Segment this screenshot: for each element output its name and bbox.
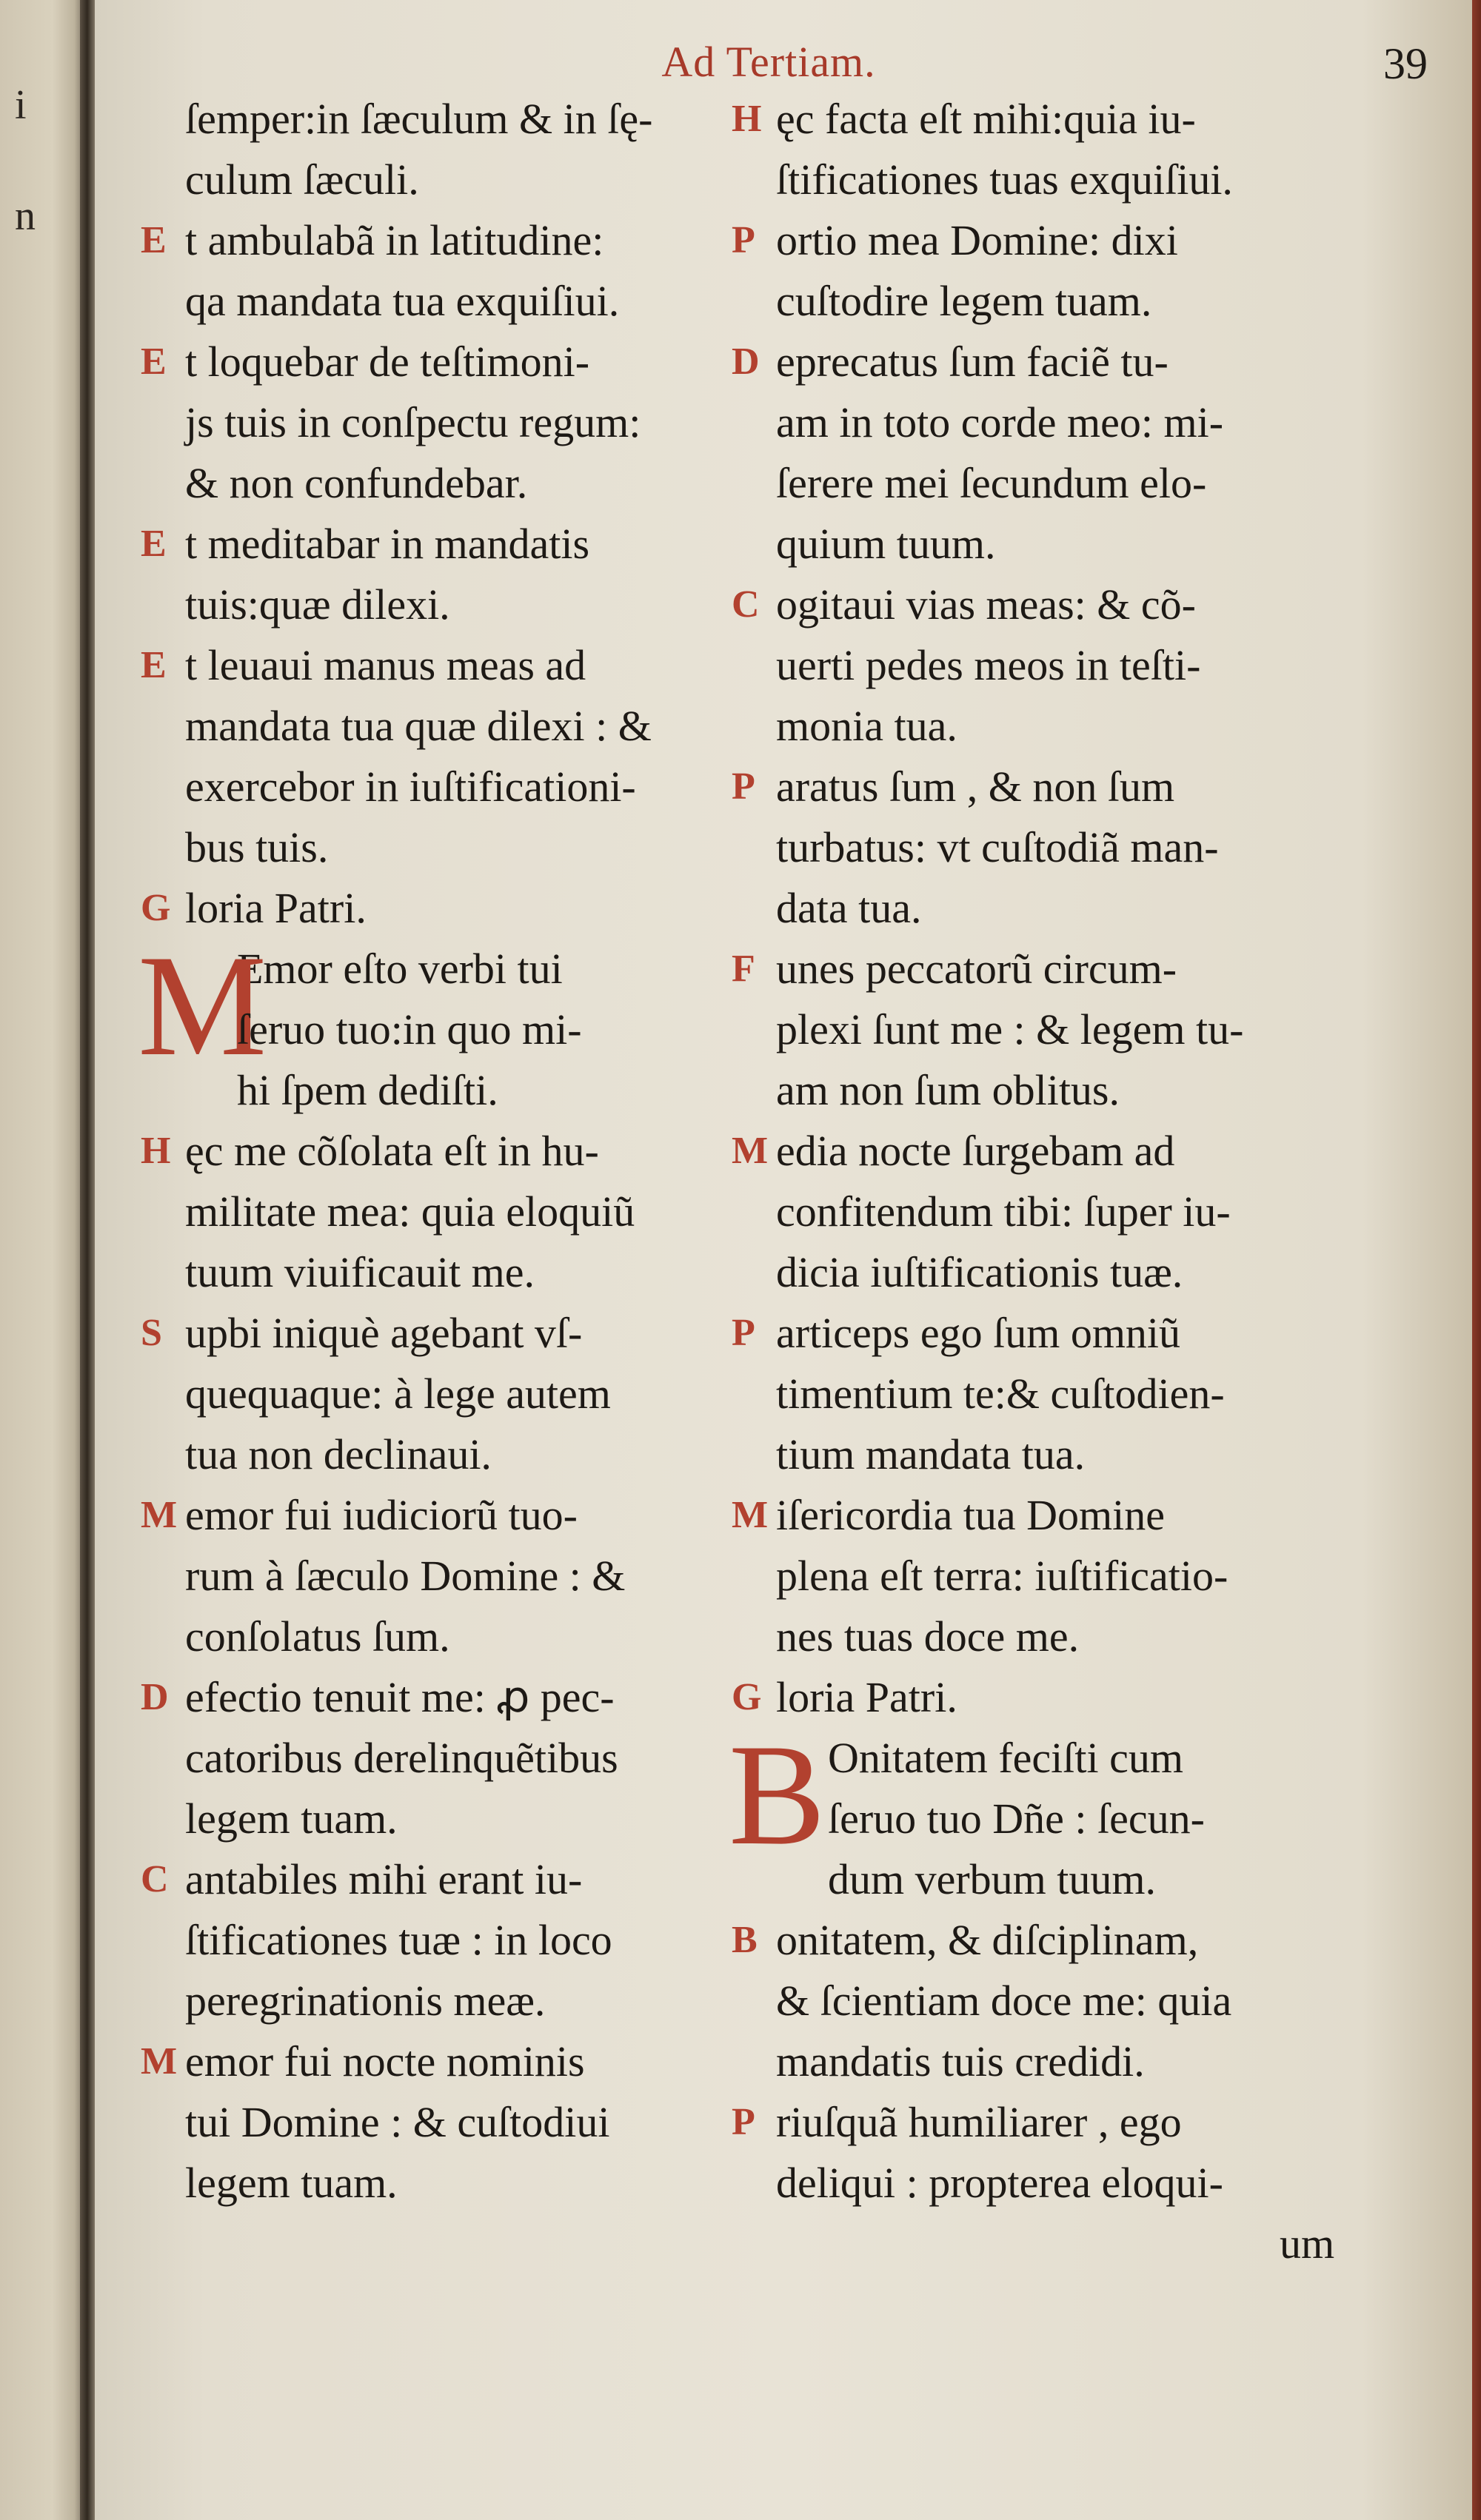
line-text: dicia iuſtificationis tuæ.	[776, 1248, 1183, 1296]
rubric-initial: H	[732, 98, 762, 140]
line-text: turbatus: vt cuſtodiã man-	[776, 823, 1219, 871]
line-text: loria Patri.	[185, 884, 367, 932]
text-line	[141, 1242, 778, 1303]
line-text: t meditabar in mandatis	[185, 520, 590, 568]
text-line	[141, 1182, 778, 1242]
rubric-initial: S	[141, 1312, 162, 1354]
text-line	[141, 1060, 778, 1121]
text-line	[732, 2031, 1428, 2092]
text-line	[141, 696, 778, 757]
text-line	[732, 1606, 1428, 1667]
line-text: eprecatus ſum faciẽ tu-	[776, 338, 1169, 386]
text-line	[732, 1182, 1428, 1242]
line-text: dum verbum tuum.	[828, 1855, 1157, 1903]
line-text: tium mandata tua.	[776, 1430, 1086, 1478]
text-line	[141, 150, 778, 210]
line-text: ęc facta eſt mihi:quia iu-	[776, 95, 1196, 143]
text-line	[732, 1060, 1428, 1121]
line-text: edia nocte ſurgebam ad	[776, 1127, 1175, 1175]
text-line	[732, 392, 1428, 453]
line-text: t ambulabã in latitudine:	[185, 216, 604, 264]
line-text: ſeruo tuo Dñe : ſecun-	[828, 1795, 1205, 1843]
text-line	[732, 89, 1428, 150]
line-text: & ſcientiam doce me: quia	[776, 1977, 1232, 2025]
line-text: emor fui nocte nominis	[185, 2037, 585, 2085]
line-text: data tua.	[776, 884, 922, 932]
line-text: qa mandata tua exquiſiui.	[185, 277, 620, 325]
text-line	[141, 757, 778, 817]
book-gutter	[80, 0, 96, 2520]
text-line	[732, 635, 1428, 696]
line-text: monia tua.	[776, 702, 957, 750]
line-text: aratus ſum , & non ſum	[776, 763, 1175, 811]
text-line	[141, 817, 778, 878]
line-text: iſericordia tua Domine	[776, 1491, 1166, 1539]
text-line	[141, 1424, 778, 1485]
large-rubric-initial: M	[138, 925, 267, 1086]
line-text: peregrinationis meæ.	[185, 1977, 546, 2025]
line-text: t loquebar de teſtimoni-	[185, 338, 590, 386]
line-text: timentium te:& cuſtodien-	[776, 1370, 1225, 1418]
rubric-initial: M	[141, 1494, 178, 1536]
rubric-initial: D	[732, 341, 760, 383]
line-text: antabiles mihi erant iu-	[185, 1855, 583, 1903]
rubric-initial: E	[141, 523, 167, 565]
text-line	[141, 1849, 778, 1910]
line-text: cuſtodire legem tuam.	[776, 277, 1152, 325]
text-line	[732, 514, 1428, 574]
rubric-initial: P	[732, 1312, 755, 1354]
text-line	[141, 453, 778, 514]
line-text: ſemper:in ſæculum & in ſę-	[185, 95, 653, 143]
line-text: unes peccatorũ circum-	[776, 945, 1177, 993]
line-text: onitatem, & diſciplinam,	[776, 1916, 1199, 1964]
text-line	[141, 271, 778, 332]
line-text: ęc me cõſolata eſt in hu-	[185, 1127, 599, 1175]
text-line	[732, 150, 1428, 210]
line-text: legem tuam.	[185, 2159, 398, 2207]
text-line	[141, 1971, 778, 2031]
rubric-initial: P	[732, 219, 755, 261]
text-line	[141, 514, 778, 574]
text-line	[141, 1789, 778, 1849]
line-text: rum à ſæculo Domine : &	[185, 1552, 626, 1600]
rubric-initial: C	[732, 583, 760, 626]
text-line	[732, 1364, 1428, 1424]
line-text: Onitatem feciſti cum	[828, 1734, 1183, 1782]
text-line	[141, 2031, 778, 2092]
line-text: legem tuam.	[185, 1795, 398, 1843]
facing-page-glyph: i	[15, 82, 27, 128]
facing-page-glyph: n	[15, 193, 36, 239]
book-page	[95, 0, 1472, 2520]
line-text: uerti pedes meos in teſti-	[776, 641, 1201, 689]
text-line	[141, 1728, 778, 1789]
text-line	[732, 332, 1428, 392]
text-line	[141, 2153, 778, 2214]
line-text: quequaque: à lege autem	[185, 1370, 611, 1418]
text-line	[732, 2092, 1428, 2153]
text-line	[141, 1667, 778, 1728]
rubric-initial: P	[732, 2101, 755, 2143]
text-line	[141, 635, 778, 696]
rubric-initial: E	[141, 644, 167, 686]
page-number: 39	[1383, 39, 1428, 88]
line-text: militate mea: quia eloquiũ	[185, 1187, 635, 1236]
line-text: riuſquã humiliarer , ego	[776, 2098, 1182, 2146]
line-text: ſerere mei ſecundum elo-	[776, 459, 1207, 507]
line-text: confitendum tibi: ſuper iu-	[776, 1187, 1231, 1236]
line-text: ogitaui vias meas: & cõ-	[776, 580, 1196, 629]
text-line	[141, 1546, 778, 1606]
line-text: & non confundebar.	[185, 459, 528, 507]
line-text: tua non declinaui.	[185, 1430, 492, 1478]
line-text: ortio mea Domine: dixi	[776, 216, 1178, 264]
line-text: t leuaui manus meas ad	[185, 641, 586, 689]
rubric-initial: H	[141, 1130, 171, 1172]
line-text: ſtificationes tuas exquiſiui.	[776, 155, 1233, 204]
text-line	[141, 1910, 778, 1971]
line-text: loria Patri.	[776, 1673, 957, 1721]
text-line	[141, 392, 778, 453]
rubric-initial: M	[141, 2040, 178, 2082]
line-text: Emor eſto verbi tui	[237, 945, 563, 993]
line-text: emor fui iudiciorũ tuo-	[185, 1491, 578, 1539]
text-line	[732, 939, 1428, 999]
text-line	[732, 1546, 1428, 1606]
line-text: bus tuis.	[185, 823, 329, 871]
rubric-initial: E	[141, 341, 167, 383]
line-text: catoribus derelinquẽtibus	[185, 1734, 618, 1782]
line-text: efectio tenuit me: ꝓ pec-	[185, 1673, 615, 1721]
line-text: hi ſpem dediſti.	[237, 1066, 498, 1114]
text-line	[732, 1849, 1428, 1910]
text-line	[732, 271, 1428, 332]
text-line	[732, 1789, 1428, 1849]
text-line	[732, 1242, 1428, 1303]
text-line	[141, 332, 778, 392]
right-text-column	[729, 89, 1428, 2214]
left-text-column	[138, 89, 778, 2214]
text-line	[732, 210, 1428, 271]
rubric-initial: C	[141, 1858, 169, 1900]
text-line	[732, 574, 1428, 635]
rubric-initial: P	[732, 765, 755, 808]
line-text: js tuis in conſpectu regum:	[185, 398, 641, 446]
rubric-initial: G	[732, 1676, 762, 1718]
catchword: um	[1280, 2219, 1335, 2268]
running-head: Ad Tertiam.	[661, 38, 876, 86]
rubric-initial: D	[141, 1676, 169, 1718]
line-text: plexi ſunt me : & legem tu-	[776, 1005, 1244, 1053]
rubric-initial: M	[732, 1130, 769, 1172]
line-text: tuum viuificauit me.	[185, 1248, 535, 1296]
rubric-initial: F	[732, 948, 755, 990]
facing-page-edge	[0, 0, 87, 2520]
text-line	[732, 1303, 1428, 1364]
rubric-initial: M	[732, 1494, 769, 1536]
line-text: plena eſt terra: iuſtificatio-	[776, 1552, 1228, 1600]
text-line	[732, 2153, 1428, 2214]
line-text: quium tuum.	[776, 520, 996, 568]
line-text: nes tuas doce me.	[776, 1612, 1080, 1661]
text-line	[141, 1364, 778, 1424]
text-line	[141, 210, 778, 271]
line-text: deliqui : propterea eloqui-	[776, 2159, 1223, 2207]
rubric-initial: G	[141, 887, 171, 929]
line-text: mandatis tuis credidi.	[776, 2037, 1145, 2085]
text-line	[141, 1303, 778, 1364]
text-line	[732, 1121, 1428, 1182]
text-line	[732, 1424, 1428, 1485]
text-line	[732, 1485, 1428, 1546]
red-page-edge	[1472, 0, 1481, 2520]
line-text: am non ſum oblitus.	[776, 1066, 1120, 1114]
line-text: am in toto corde meo: mi-	[776, 398, 1224, 446]
text-line	[141, 1121, 778, 1182]
line-text: tuis:quæ dilexi.	[185, 580, 450, 629]
text-line	[141, 574, 778, 635]
text-line	[732, 1971, 1428, 2031]
text-line	[732, 1667, 1428, 1728]
line-text: ſtificationes tuæ : in loco	[185, 1916, 612, 1964]
text-line	[732, 999, 1428, 1060]
line-text: conſolatus ſum.	[185, 1612, 450, 1661]
text-line	[732, 757, 1428, 817]
line-text: upbi iniquè agebant vſ-	[185, 1309, 583, 1357]
line-text: ſeruo tuo:in quo mi-	[237, 1005, 582, 1053]
line-text: mandata tua quæ dilexi : &	[185, 702, 652, 750]
text-line	[732, 817, 1428, 878]
text-line	[732, 878, 1428, 939]
large-rubric-initial: B	[729, 1715, 826, 1875]
text-line	[732, 1910, 1428, 1971]
text-line	[141, 89, 778, 150]
rubric-initial: E	[141, 219, 167, 261]
text-line	[141, 999, 778, 1060]
line-text: tui Domine : & cuſtodiui	[185, 2098, 610, 2146]
text-line	[141, 2092, 778, 2153]
line-text: exercebor in iuſtificationi-	[185, 763, 636, 811]
text-line	[141, 1485, 778, 1546]
line-text: culum ſæculi.	[185, 155, 419, 204]
text-line	[732, 453, 1428, 514]
text-line	[732, 696, 1428, 757]
text-line	[141, 1606, 778, 1667]
line-text: articeps ego ſum omniũ	[776, 1309, 1181, 1357]
rubric-initial: B	[732, 1919, 758, 1961]
